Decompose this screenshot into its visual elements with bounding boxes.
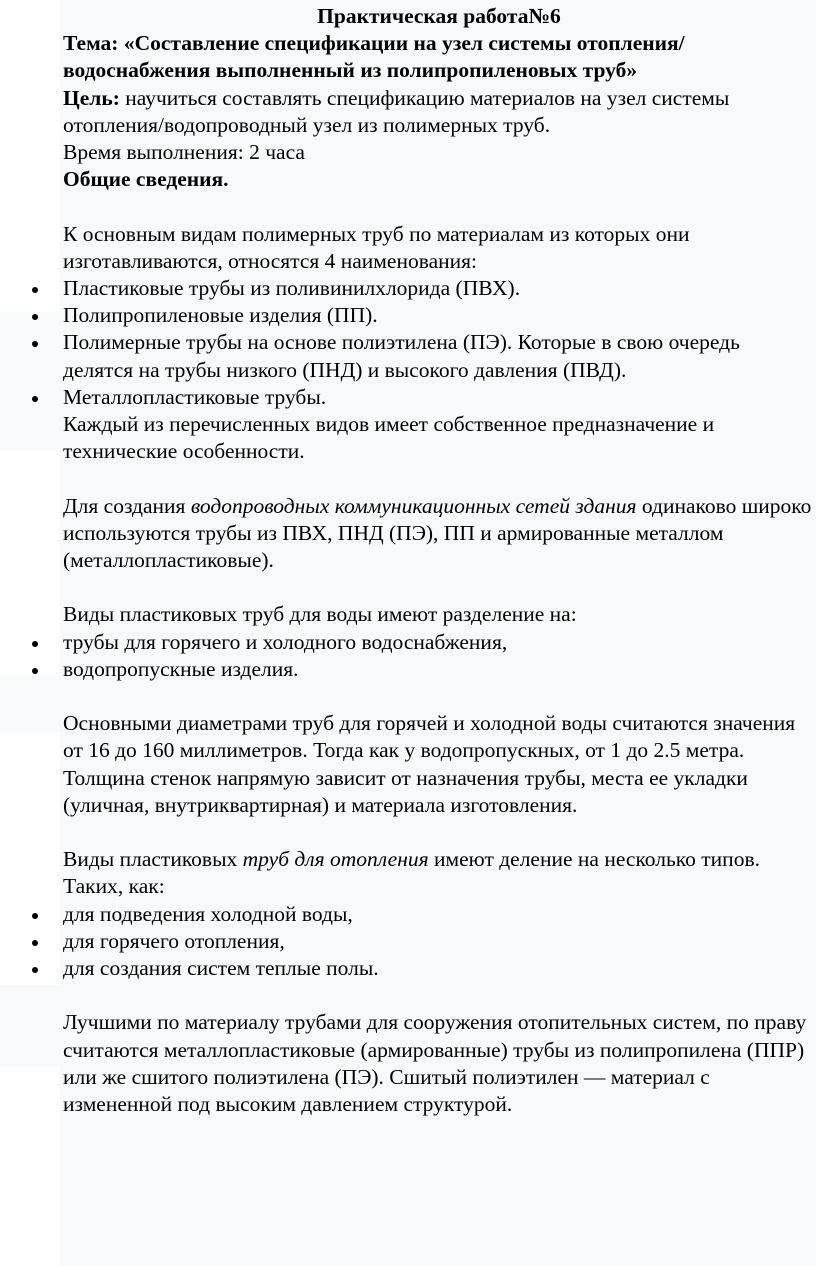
page-title: Практическая работа№6 xyxy=(317,4,561,28)
bullet-shade xyxy=(0,676,60,732)
list-item: Пластиковые трубы из поливинилхлорида (ПВХ). xyxy=(63,275,815,302)
heating-types-italic: труб для отопления xyxy=(242,847,429,872)
heating-types-suffix: имеют деление на несколько типов. Таких, как: xyxy=(63,847,760,899)
water-types-paragraph: Виды пластиковых труб для воды имеют разделение на: xyxy=(63,602,577,627)
bullet-shade xyxy=(0,312,60,450)
section-title: Общие сведения. xyxy=(63,167,229,192)
goal-text: научиться составлять спецификацию материалов на узел системы отопления/водопроводный узел из полимерных труб. xyxy=(63,85,730,137)
list-item: трубы для горячего и холодного водоснабжения, xyxy=(63,629,815,656)
list-item: Полимерные трубы на основе полиэтилена (ПЭ). Которые в свою очередь делятся на трубы низкого (ПНД) и высокого давления (ПВД). xyxy=(63,329,815,383)
intro-after-paragraph: Каждый из перечисленных видов имеет собственное предназначение и технические особенности. xyxy=(63,412,715,464)
water-networks-prefix: Для создания xyxy=(63,493,191,518)
heating-types-paragraph xyxy=(63,846,815,900)
list-item: Полипропиленовые изделия (ПП). xyxy=(63,302,815,329)
duration: Время выполнения: 2 часа xyxy=(63,140,305,165)
water-networks-suffix: одинаково широко используются трубы из ПВХ, ПНД (ПЭ), ПП и армированные металлом (металлопластиковые). xyxy=(63,493,812,573)
bullet-shade xyxy=(0,985,60,1067)
topic xyxy=(63,30,815,84)
document-body xyxy=(63,3,815,1118)
diameters-paragraph: Основными диаметрами труб для горячей и холодной воды считаются значения от 16 до 160 миллиметров. Тогда как у водопропускных, от 1 до 2.5 метра. Толщина стенок напрямую зависит от назначения трубы, места ее укладки (уличная, внутриквартирная) и материала изготовления. xyxy=(63,711,796,817)
list-item: для подведения холодной воды, xyxy=(63,901,815,928)
heating-types-prefix: Виды пластиковых xyxy=(63,847,243,872)
list-item: водопропускные изделия. xyxy=(63,656,815,683)
heating-types-list xyxy=(63,901,815,983)
material-list xyxy=(63,275,815,411)
intro-paragraph: К основным видам полимерных труб по материалам из которых они изготавливаются, относятся 4 наименования: xyxy=(63,221,690,273)
list-item: Металлопластиковые трубы. xyxy=(63,384,815,411)
goal xyxy=(63,85,815,139)
water-networks-italic: водопроводных коммуникационных сетей здания xyxy=(190,493,637,518)
goal-label: Цель: xyxy=(63,85,120,110)
water-types-list xyxy=(63,629,815,683)
best-materials-paragraph: Лучшими по материалу трубами для сооружения отопительных систем, по праву считаются металлопластиковые (армированные) трубы из полипропилена (ППР) или же сшитого полиэтилена (ПЭ). Сшитый полиэтилен — материал с измененной под высоким давлением структурой. xyxy=(63,1010,807,1117)
water-networks-paragraph xyxy=(63,493,815,575)
list-item: для горячего отопления, xyxy=(63,928,815,955)
topic-label: Тема: xyxy=(63,31,119,56)
topic-text: «Составление спецификации на узел системы отопления/водоснабжения выполненный из полипропиленовых труб» xyxy=(63,31,685,83)
list-item: для создания систем теплые полы. xyxy=(63,955,815,982)
